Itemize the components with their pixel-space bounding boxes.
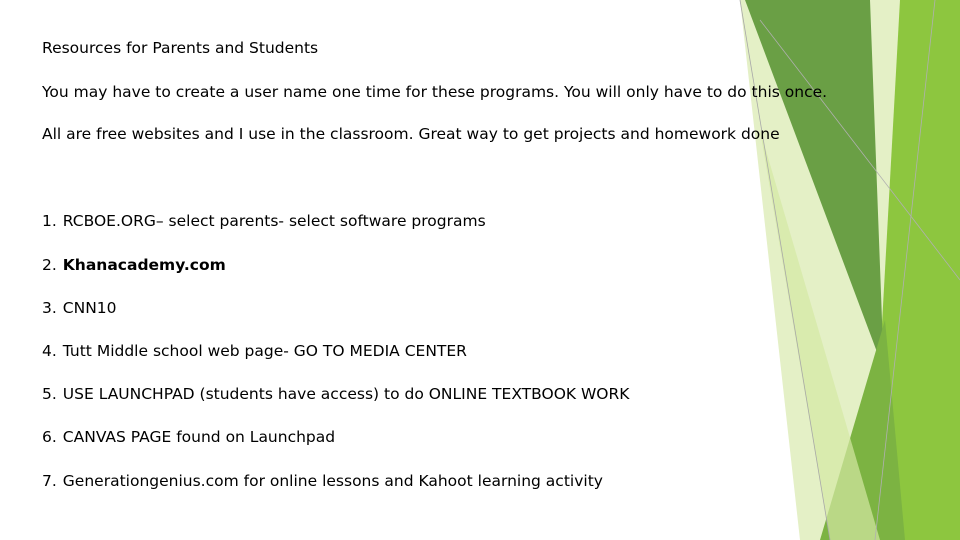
list-item-2 — [42, 255, 226, 275]
list-item-text: Tutt Middle school web page- GO TO MEDIA CENTER — [62, 342, 467, 360]
list-item-number: 4. — [42, 342, 57, 360]
list-item-text: RCBOE.ORG– select parents- select software programs — [62, 212, 486, 230]
list-item-number: 3. — [42, 299, 57, 317]
list-item-text: Khanacademy.com — [62, 256, 226, 274]
list-item-number: 5. — [42, 385, 57, 403]
list-item-5 — [42, 384, 629, 404]
list-item-text: CNN10 — [62, 299, 117, 317]
list-item-3 — [42, 298, 117, 318]
list-item-text: USE LAUNCHPAD (students have access) to do ONLINE TEXTBOOK WORK — [62, 385, 630, 403]
list-item-7 — [42, 471, 603, 491]
list-item-text: Generationgenius.com for online lessons and Kahoot learning activity — [62, 472, 603, 490]
list-item-number: 6. — [42, 428, 57, 446]
slide-title: Resources for Parents and Students — [42, 39, 319, 57]
intro-line-2: All are free websites and I use in the classroom. Great way to get projects and homework done — [42, 125, 780, 143]
list-item-text: CANVAS PAGE found on Launchpad — [62, 428, 336, 446]
list-item-6 — [42, 427, 335, 447]
list-item-number: 7. — [42, 472, 57, 490]
list-item-1 — [42, 211, 486, 231]
list-item-4 — [42, 341, 467, 361]
intro-line-1: You may have to create a user name one time for these programs. You will only have to do this once. — [42, 83, 828, 101]
list-item-number: 1. — [42, 212, 57, 230]
list-item-number: 2. — [42, 256, 57, 274]
